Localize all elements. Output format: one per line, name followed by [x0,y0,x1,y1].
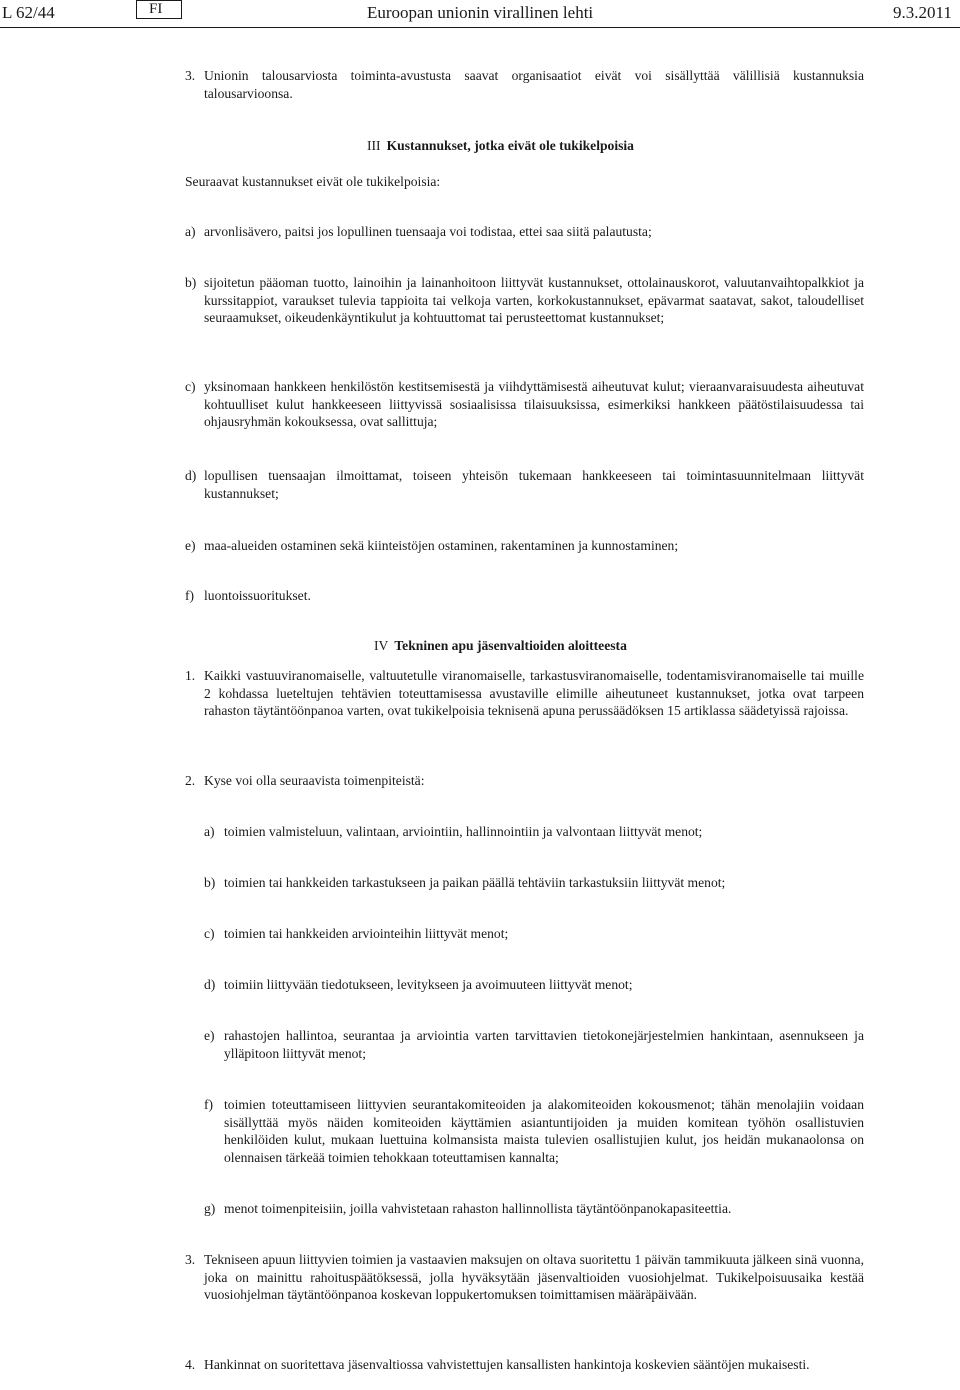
sub-item-label: b) [204,875,216,890]
sub-item-text: toimien valmisteluun, valintaan, arviointiin, hallinnointiin ja valvontaan liittyvät menot; [224,824,703,839]
numbered-item-text: Kaikki vastuuviranomaiselle, valtuutetulle viranomaiselle, tarkastusviranomaiselle, todentamisviranomaiselle tai muille 2 kohdassa lueteltujen tehtävien toteuttamisessa avustaville elimille aiheutuneet kustannukset, jotka ovat tarpeen rahaston täytäntöönpanoa varten, ovat tukikelpoisia teknisenä apuna perussäädöksen 15 artiklassa säädetyissä rajoissa. [204,668,864,718]
sub-item-label: a) [204,824,215,839]
section-heading [367,137,634,155]
section-lead: Seuraavat kustannukset eivät ole tukikelpoisia: [185,174,441,189]
list-item-text: sijoitetun pääoman tuotto, lainoihin ja lainanhoitoon liittyvät kustannukset, ottolainauskorot, valuutanvaihtopalkkiot ja kurssitappiot, varaukset tulevia tappioita tai velkoja varten, korkokustannukset, epävarmat saatavat, sakot, taloudelliset seuraamukset, oikeudenkäyntikulut ja kohtuuttomat tai perusteettomat kustannukset; [204,275,864,325]
list-item-text: yksinomaan hankkeen henkilöstön kestitsemisestä ja viihdyttämisestä aiheutuvat kulut; vieraanvaraisuudesta aiheutuvat kohtuulliset kulut hankkeeseen liittyvissä sosiaalisissa tilaisuuksissa, esimerkiksi hankkeen päätöstilaisuudessa tai ohjausryhmän kokouksessa, ovat sallittuja; [204,379,864,429]
numbered-item-text: Tekniseen apuun liittyvien toimien ja vastaavien maksujen on oltava suoritettu 1 päivän tammikuuta jälkeen sinä vuonna, joka on mainittu rahoituspäätöksessä, jolla hyväksytään jäsenvaltioiden vuosiohjelmat. Tukikelpoisuusaika kestää vuosiohjelman täytäntöönpanoa koskevan loppukertomuksen toimittamisen määräpäivään. [204,1252,864,1302]
sub-item-label: g) [204,1201,216,1216]
sub-item-label: d) [204,977,216,992]
section-title: Tekninen apu jäsenvaltioiden aloitteesta [394,638,627,653]
section-numeral: III [367,138,381,153]
list-item-text: arvonlisävero, paitsi jos lopullinen tuensaaja voi todistaa, ettei saa siitä palautusta; [204,224,652,239]
sub-item-text: toimien tai hankkeiden tarkastukseen ja paikan päällä tehtäviin tarkastuksiin liittyvät menot; [224,875,726,890]
numbered-item-label: 4. [185,1357,196,1372]
sub-item-text: rahastojen hallintoa, seurantaa ja arviointia varten tarvittavien tietokonejärjestelmien hankintaan, asennukseen ja ylläpitoon liittyvät menot; [224,1028,864,1061]
numbered-item-text: Kyse voi olla seuraavista toimenpiteistä: [204,773,425,788]
section-heading [374,637,627,655]
sub-item-text: toimiin liittyvään tiedotukseen, levitykseen ja avoimuuteen liittyvät menot; [224,977,633,992]
list-item-label: d) [185,468,197,483]
publication-date: 9.3.2011 [893,3,952,22]
section-title: Kustannukset, jotka eivät ole tukikelpoisia [386,138,634,153]
page-header [0,0,960,30]
item-text: Unionin talousarviosta toiminta-avustusta saavat organisaatiot eivät voi sisällyttää välillisiä kustannuksia talousarvioonsa. [204,68,864,101]
list-item-label: f) [185,588,195,603]
list-item-text: maa-alueiden ostaminen sekä kiinteistöjen ostaminen, rakentaminen ja kunnostaminen; [204,538,679,553]
sub-item-text: toimien toteuttamiseen liittyvien seurantakomiteoiden ja alakomiteoiden kokousmenot; tähän menolajiin voidaan sisällyttää myös näiden komiteoiden käyttämien asiantuntijoiden ja muiden komitean työhön osallistuvien henkilöiden kulut, mukaan luettuina kolmansista maista tulevien osallistujien kulut, jos heidän mukanaolonsa on olennaisen tärkeää toimien tehokkaan toteuttamisen kannalta; [224,1097,864,1165]
list-item-label: e) [185,538,196,553]
journal-title: Euroopan unionin virallinen lehti [367,3,594,22]
page-reference: L 62/44 [2,3,55,22]
list-item-label: c) [185,379,196,394]
sub-item-text: toimien tai hankkeiden arviointeihin liittyvät menot; [224,926,509,941]
sub-item-text: menot toimenpiteisiin, joilla vahvistetaan rahaston hallinnollista täytäntöönpanokapasiteettia. [224,1201,732,1216]
numbered-item-label: 2. [185,773,196,788]
header-rule [0,27,960,28]
sub-item-label: f) [204,1097,214,1112]
sub-item-label: e) [204,1028,215,1043]
numbered-item-label: 3. [185,1252,196,1267]
sub-item-label: c) [204,926,215,941]
list-item-text: lopullisen tuensaajan ilmoittamat, toiseen yhteisön tukemaan hankkeeseen tai toimintasuunnitelmaan liittyvät kustannukset; [204,468,864,501]
section-numeral: IV [374,638,389,653]
list-item-label: b) [185,275,197,290]
list-item-label: a) [185,224,196,239]
numbered-item-text: Hankinnat on suoritettava jäsenvaltiossa vahvistettujen kansallisten hankintoja koskevien sääntöjen mukaisesti. [204,1357,810,1372]
numbered-item-label: 1. [185,668,196,683]
item-label: 3. [185,68,196,83]
list-item-text: luontoissuoritukset. [204,588,311,603]
language-badge: FI [136,0,182,19]
